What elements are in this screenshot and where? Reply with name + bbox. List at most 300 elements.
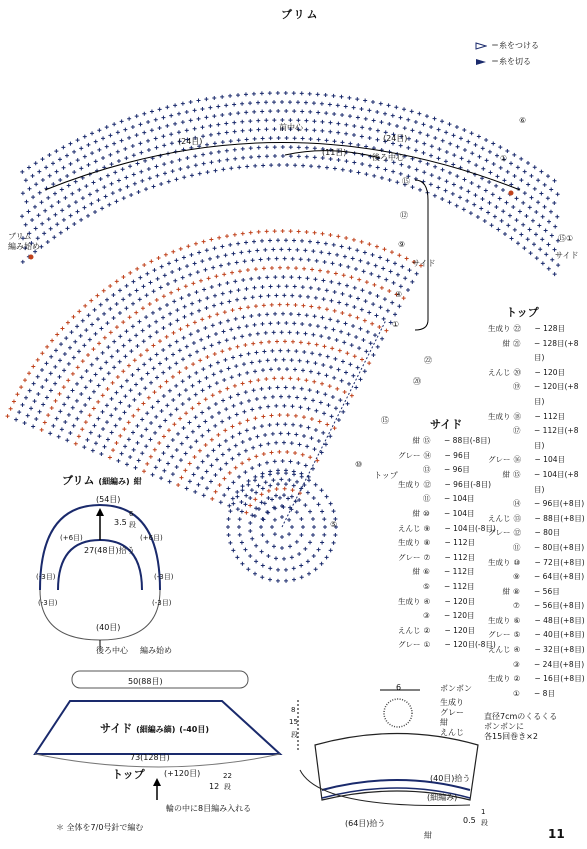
stitch-mark (88, 338, 92, 342)
stitch-mark (36, 375, 40, 379)
stitch-mark (158, 126, 162, 130)
stitch-mark (317, 165, 321, 169)
stitch-mark (301, 285, 305, 289)
stitch-mark (243, 343, 247, 347)
side-table-round: ⑩ (423, 508, 430, 518)
stitch-mark (521, 201, 525, 205)
stitch-mark (189, 332, 193, 336)
stitch-mark (437, 156, 441, 160)
stitch-mark (322, 297, 326, 301)
stitch-mark (243, 470, 247, 474)
stitch-mark (523, 191, 527, 195)
stitch-mark (40, 385, 44, 389)
stitch-mark (364, 299, 368, 303)
stitch-mark (333, 533, 337, 537)
stitch-mark (129, 388, 133, 392)
stitch-mark (167, 261, 171, 265)
brim-pick: 27(48目)拾う (84, 546, 135, 555)
start-star-icon (29, 255, 34, 260)
stitch-mark (395, 124, 399, 128)
stitch-mark (157, 256, 161, 260)
stitch-mark (244, 240, 248, 244)
stitch-mark (210, 438, 214, 442)
top-table-round: ⑭ (513, 499, 521, 509)
stitch-mark (210, 343, 214, 347)
stitch-mark (216, 361, 220, 365)
stitch-mark (363, 98, 367, 102)
stitch-mark (184, 284, 188, 288)
stitch-mark (315, 459, 319, 463)
stitch-mark (250, 361, 254, 365)
stitch-mark (211, 266, 215, 270)
stitch-mark (552, 201, 556, 205)
stitch-mark (255, 249, 259, 253)
stitch-mark (184, 388, 188, 392)
stitch-mark (326, 403, 330, 407)
stitch-mark (72, 150, 76, 154)
stitch-mark (157, 458, 161, 462)
stitch-mark (329, 299, 333, 303)
stitch-mark (271, 478, 275, 482)
stitch-mark (239, 500, 243, 504)
stitch-mark (284, 109, 288, 113)
stitch-mark (244, 390, 248, 394)
top-table-round: ⑱ (513, 411, 521, 421)
stitch-mark (330, 346, 334, 350)
stitch-mark (516, 241, 520, 245)
brim-small-subtitle: (細編み) (98, 477, 130, 486)
top-label-chart: トップ (374, 471, 398, 480)
stitch-mark (222, 378, 226, 382)
stitch-mark (433, 136, 437, 140)
stitch-mark (304, 463, 308, 467)
stitch-mark (386, 309, 390, 313)
stitch-mark (383, 297, 387, 301)
stitch-mark (162, 294, 166, 298)
stitch-mark (451, 192, 455, 196)
stitch-mark (127, 117, 131, 121)
stitch-mark (303, 248, 307, 252)
stitch-mark (341, 292, 345, 296)
stitch-mark (51, 424, 55, 428)
stitch-mark (220, 113, 224, 117)
stitch-mark (138, 141, 142, 145)
stitch-mark (491, 142, 495, 146)
stitch-mark (294, 303, 298, 307)
stitch-mark (292, 238, 296, 242)
stitch-mark (472, 203, 476, 207)
stitch-mark (212, 372, 216, 376)
stitch-mark (303, 332, 307, 336)
stitch-mark (204, 397, 208, 401)
stitch-mark (83, 304, 87, 308)
stitch-mark (235, 495, 239, 499)
stitch-mark (350, 275, 354, 279)
stitch-mark (259, 525, 263, 529)
stitch-mark (92, 424, 96, 428)
stitch-mark (261, 487, 265, 491)
stitch-mark (515, 218, 519, 222)
stitch-mark (182, 175, 186, 179)
stitch-mark (279, 477, 283, 481)
top-table-color: グレー (488, 455, 511, 465)
stitch-mark (136, 408, 140, 412)
stitch-mark (313, 361, 317, 365)
stitch-mark (181, 357, 185, 361)
stitch-mark (481, 197, 485, 201)
stitch-mark (180, 442, 184, 446)
stitch-mark (131, 302, 135, 306)
stitch-mark (309, 137, 313, 141)
stitch-mark (264, 377, 268, 381)
stitch-mark (519, 157, 523, 161)
stitch-mark (265, 229, 269, 233)
stitch-mark (322, 517, 326, 521)
stitch-mark (232, 121, 236, 125)
stitch-mark (149, 381, 153, 385)
stitch-mark (295, 540, 299, 544)
stitch-mark (206, 170, 210, 174)
stitch-mark (153, 390, 157, 394)
stitch-mark (529, 174, 533, 178)
stitch-mark (58, 157, 62, 161)
stitch-mark (285, 136, 289, 140)
stitch-mark (102, 289, 106, 293)
stitch-mark (224, 253, 228, 257)
stitch-mark (246, 483, 250, 487)
stitch-mark (384, 329, 388, 333)
stitch-mark (253, 137, 257, 141)
stitch-mark (281, 145, 285, 149)
stitch-mark (216, 104, 220, 108)
stitch-mark (277, 284, 281, 288)
stitch-mark (455, 125, 459, 129)
stitch-mark (200, 107, 204, 111)
stitch-mark (335, 387, 339, 391)
stitch-mark (315, 259, 319, 263)
stitch-mark (436, 185, 440, 189)
side-shape-sub: (細編み縞) (136, 725, 176, 734)
stitch-mark (251, 295, 255, 299)
stitch-mark (529, 251, 533, 255)
stitch-mark (324, 242, 328, 246)
stitch-mark (27, 371, 31, 375)
stitch-mark (251, 446, 255, 450)
stitch-mark (307, 478, 311, 482)
top-table-round: ⑮ (513, 469, 521, 479)
stitch-mark (189, 100, 193, 104)
stitch-mark (115, 302, 119, 306)
stitch-mark (260, 387, 264, 391)
stitch-mark (155, 298, 159, 302)
stitch-mark (444, 189, 448, 193)
stitch-mark (168, 312, 172, 316)
stitch-mark (341, 168, 345, 172)
stitch-mark (181, 276, 185, 280)
stitch-mark (283, 257, 287, 261)
stitch-mark (227, 416, 231, 420)
stitch-mark (539, 192, 543, 196)
hat-dim1-unit: 段 (481, 819, 488, 827)
top-table-color (488, 687, 510, 702)
stitch-mark (158, 385, 162, 389)
stitch-mark (118, 434, 122, 438)
stitch-mark (86, 214, 90, 218)
stitch-mark (493, 215, 497, 219)
stitch-mark (247, 479, 251, 483)
stitch-mark (299, 340, 303, 344)
stitch-mark (74, 180, 78, 184)
stitch-mark (273, 275, 277, 279)
stitch-mark (334, 406, 338, 410)
stitch-mark (362, 269, 366, 273)
stitch-mark (186, 324, 190, 328)
stitch-mark (462, 128, 466, 132)
stitch-mark (344, 159, 348, 163)
stitch-mark (112, 340, 116, 344)
stitch-mark (325, 166, 329, 170)
stitch-mark (234, 317, 238, 321)
stitch-mark (233, 157, 237, 161)
stitch-mark (315, 343, 319, 347)
stitch-mark (466, 140, 470, 144)
stitch-mark (202, 240, 206, 244)
front-center-label: 前中心 (279, 123, 303, 132)
stitch-mark (248, 521, 252, 525)
hat-pick64: (64目)拾う (345, 819, 386, 828)
stitch-mark (76, 158, 80, 162)
stitch-mark (248, 380, 252, 384)
stitch-mark (543, 183, 547, 187)
stitch-mark (372, 174, 376, 178)
stitch-mark (379, 102, 383, 106)
stitch-mark (328, 317, 332, 321)
stitch-mark (246, 567, 250, 571)
stitch-mark (209, 238, 213, 242)
side-table-title: サイド (430, 418, 463, 431)
stitch-mark (148, 302, 152, 306)
stitch-mark (137, 320, 141, 324)
stitch-mark (118, 188, 122, 192)
stitch-mark (218, 321, 222, 325)
stitch-mark (97, 434, 101, 438)
stitch-mark (352, 106, 356, 110)
stitch-mark (295, 395, 299, 399)
stitch-mark (260, 492, 264, 496)
stitch-mark (378, 255, 382, 259)
stitch-mark (284, 385, 288, 389)
stitch-mark (262, 303, 266, 307)
stitch-mark (117, 159, 121, 163)
stitch-mark (46, 413, 50, 417)
stitch-mark (448, 200, 452, 204)
stitch-mark (325, 555, 329, 559)
stitch-mark (231, 502, 235, 506)
stitch-mark (227, 533, 231, 537)
top-table-round: ⑨ (513, 572, 520, 582)
stitch-mark (208, 106, 212, 110)
stitch-mark (351, 257, 355, 261)
side-table-round: ① (423, 640, 431, 650)
stitch-mark (220, 95, 224, 99)
stitch-mark (322, 344, 326, 348)
stitch-mark (462, 207, 466, 211)
stitch-mark (326, 270, 330, 274)
stitch-mark (344, 132, 348, 136)
stitch-mark (241, 484, 245, 488)
stitch-mark (331, 395, 335, 399)
stitch-mark (182, 315, 186, 319)
stitch-mark (198, 299, 202, 303)
stitch-mark (91, 347, 95, 351)
stitch-mark (158, 107, 162, 111)
stitch-mark (127, 136, 131, 140)
stitch-mark (342, 340, 346, 344)
side-table-row (398, 522, 496, 537)
stitch-mark (345, 351, 349, 355)
stitch-mark (340, 311, 344, 315)
stitch-mark (162, 394, 166, 398)
brim-small-title-text: ブリム (62, 474, 95, 487)
stitch-mark (298, 359, 302, 363)
stitch-mark (179, 476, 183, 480)
stitch-mark (205, 486, 209, 490)
stitch-mark (285, 163, 289, 167)
brim-small-color: 紺 (133, 477, 142, 486)
stitch-mark (134, 333, 138, 337)
stitch-mark (193, 108, 197, 112)
stitch-mark (376, 294, 380, 298)
stitch-mark (20, 214, 24, 218)
stitch-mark (196, 483, 200, 487)
stitch-mark (301, 525, 305, 529)
stitch-mark (46, 240, 50, 244)
stitch-mark (410, 109, 414, 113)
stitch-mark (34, 417, 38, 421)
stitch-mark (95, 189, 99, 193)
stitch-mark (219, 467, 223, 471)
stitch-mark (90, 323, 94, 327)
stitch-mark (134, 382, 138, 386)
stitch-mark (273, 518, 277, 522)
stitch-mark (326, 355, 330, 359)
stitch-mark (74, 200, 78, 204)
stitch-mark (245, 137, 249, 141)
stitch-mark (225, 234, 229, 238)
stitch-mark (130, 373, 134, 377)
side-table-round: ⑧ (423, 538, 431, 548)
stitch-mark (20, 170, 24, 174)
side-table-round: ⑪ (423, 494, 431, 504)
stitch-mark (500, 219, 504, 223)
stitch-mark (337, 301, 341, 305)
stitch-mark (228, 243, 232, 247)
stitch-mark (310, 436, 314, 440)
stitch-mark (135, 133, 139, 137)
top-table-round: ㉒ (513, 324, 521, 333)
stitch-mark (165, 105, 169, 109)
stitch-mark (274, 293, 278, 297)
stitch-mark (323, 260, 327, 264)
stitch-mark (293, 163, 297, 167)
stitch-mark (84, 184, 88, 188)
stitch-mark (222, 493, 226, 497)
stitch-mark (253, 497, 257, 501)
stitch-mark (260, 475, 264, 479)
stitch-mark (289, 229, 293, 233)
stitch-mark (367, 108, 371, 112)
top-table-round: ⑳ (513, 367, 521, 377)
stitch-mark (340, 140, 344, 144)
stitch-mark (494, 184, 498, 188)
stitch-mark (320, 129, 324, 133)
stitch-mark (89, 299, 93, 303)
stitch-mark (181, 402, 185, 406)
stitch-mark (320, 509, 324, 513)
stitch-mark (170, 270, 174, 274)
stitch-mark (154, 118, 158, 122)
stitch-mark (268, 423, 272, 427)
stitch-mark (118, 417, 122, 421)
stitch-mark (257, 276, 261, 280)
stitch-mark (358, 259, 362, 263)
stitch-mark (154, 415, 158, 419)
stitch-mark (144, 427, 148, 431)
stitch-mark (312, 119, 316, 123)
stitch-mark (216, 123, 220, 127)
stitch-mark (157, 441, 161, 445)
stitch-mark (49, 227, 53, 231)
stitch-mark (50, 406, 54, 410)
stitch-mark (280, 100, 284, 104)
stitch-mark (250, 513, 254, 517)
stitch-mark (473, 193, 477, 197)
stitch-mark (541, 215, 545, 219)
stitch-mark (213, 424, 217, 428)
top-table-row (488, 337, 587, 366)
stitch-mark (272, 330, 276, 334)
stitch-mark (245, 324, 249, 328)
stitch-mark (217, 443, 221, 447)
stitch-mark (282, 557, 286, 561)
stitch-mark (169, 291, 173, 295)
stitch-mark (533, 165, 537, 169)
stitch-mark (149, 259, 153, 263)
stitch-mark (252, 286, 256, 290)
stitch-mark (292, 91, 296, 95)
stitch-mark (180, 296, 184, 300)
stitch-mark (91, 449, 95, 453)
stitch-mark (224, 439, 228, 443)
stitch-mark (99, 452, 103, 456)
stitch-mark (274, 358, 278, 362)
stitch-mark (31, 195, 35, 199)
stitch-mark (406, 118, 410, 122)
stitch-mark (194, 439, 198, 443)
stitch-mark (124, 306, 128, 310)
legend-attach-label: ＝糸をつける (491, 41, 539, 50)
stitch-mark (190, 173, 194, 177)
stitch-mark (40, 200, 44, 204)
stitch-mark (168, 322, 172, 326)
stitch-mark (138, 297, 142, 301)
stitch-mark (158, 339, 162, 343)
stitch-mark (101, 410, 105, 414)
stitch-mark (316, 240, 320, 244)
stitch-mark (60, 326, 64, 330)
stitch-mark (265, 275, 269, 279)
stitch-mark (240, 541, 244, 545)
